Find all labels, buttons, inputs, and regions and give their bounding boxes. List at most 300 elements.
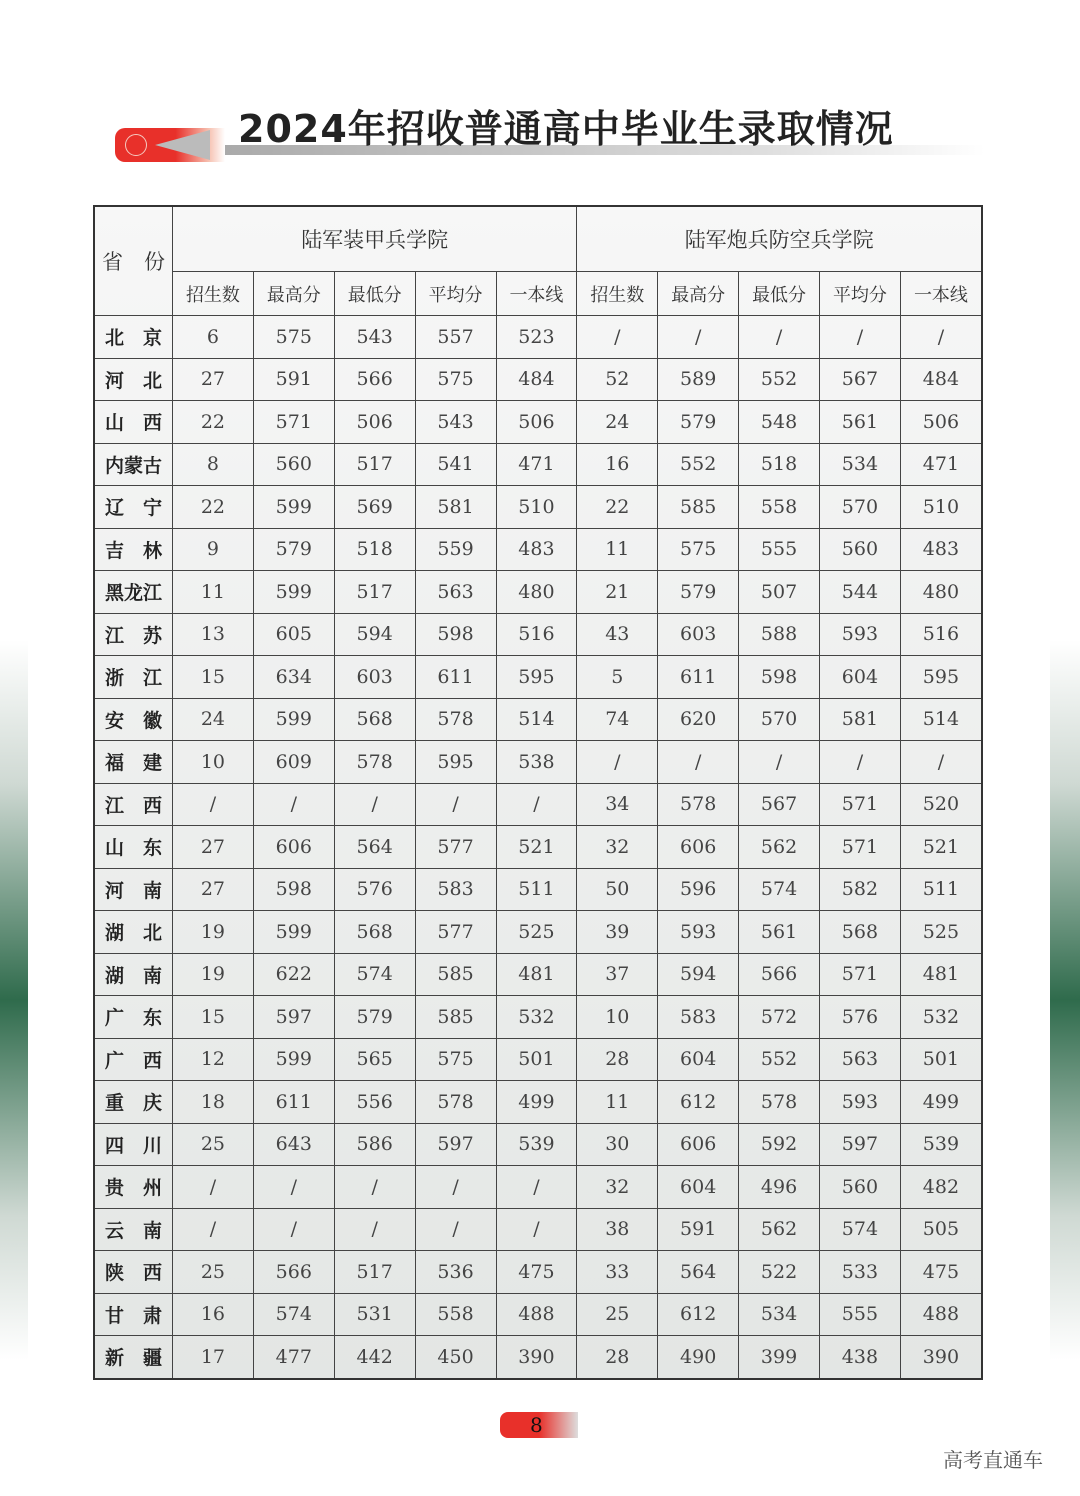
table-row xyxy=(94,486,982,529)
school-header: 陆军装甲兵学院 xyxy=(173,206,577,272)
value-cell: 22 xyxy=(173,401,254,444)
value-cell: 570 xyxy=(739,698,820,741)
value-cell: 606 xyxy=(253,826,334,869)
value-cell: 603 xyxy=(334,656,415,699)
value-cell: 28 xyxy=(577,1336,658,1379)
value-cell: 10 xyxy=(577,996,658,1039)
value-cell: 506 xyxy=(334,401,415,444)
value-cell: 606 xyxy=(658,826,739,869)
value-cell: / xyxy=(577,741,658,784)
value-cell: 579 xyxy=(658,401,739,444)
province-cell: 湖 北 xyxy=(94,911,173,954)
value-cell: 525 xyxy=(496,911,577,954)
value-cell: 594 xyxy=(658,953,739,996)
value-cell: 555 xyxy=(739,528,820,571)
value-cell: 24 xyxy=(577,401,658,444)
value-cell: 597 xyxy=(253,996,334,1039)
province-cell: 山 东 xyxy=(94,826,173,869)
value-cell: 521 xyxy=(900,826,982,869)
value-cell: 501 xyxy=(496,1038,577,1081)
value-cell: 38 xyxy=(577,1208,658,1251)
value-cell: / xyxy=(496,1208,577,1251)
value-cell: 499 xyxy=(496,1081,577,1124)
province-cell: 甘 肃 xyxy=(94,1293,173,1336)
value-cell: 25 xyxy=(173,1123,254,1166)
value-cell: 22 xyxy=(173,486,254,529)
province-header: 省 份 xyxy=(94,206,173,316)
value-cell: 559 xyxy=(415,528,496,571)
value-cell: 612 xyxy=(658,1293,739,1336)
value-cell: 622 xyxy=(253,953,334,996)
value-cell: / xyxy=(658,316,739,359)
value-cell: 25 xyxy=(173,1251,254,1294)
value-cell: 574 xyxy=(739,868,820,911)
province-cell: 辽 宁 xyxy=(94,486,173,529)
page-title: 2024年招收普通高中毕业生录取情况 xyxy=(238,107,894,151)
value-cell: 511 xyxy=(900,868,982,911)
value-cell: 475 xyxy=(900,1251,982,1294)
value-cell: / xyxy=(253,1208,334,1251)
value-cell: 577 xyxy=(415,911,496,954)
value-cell: 50 xyxy=(577,868,658,911)
value-cell: 571 xyxy=(820,826,901,869)
value-cell: 568 xyxy=(334,911,415,954)
value-cell: / xyxy=(900,316,982,359)
value-cell: 568 xyxy=(334,698,415,741)
value-cell: 564 xyxy=(658,1251,739,1294)
province-cell: 新 疆 xyxy=(94,1336,173,1379)
table-row xyxy=(94,911,982,954)
value-cell: / xyxy=(173,1166,254,1209)
value-cell: 575 xyxy=(415,1038,496,1081)
province-cell: 北 京 xyxy=(94,316,173,359)
value-cell: 32 xyxy=(577,1166,658,1209)
value-cell: 514 xyxy=(496,698,577,741)
table-row xyxy=(94,1123,982,1166)
value-cell: 591 xyxy=(658,1208,739,1251)
value-cell: 522 xyxy=(739,1251,820,1294)
value-cell: 510 xyxy=(900,486,982,529)
value-cell: 516 xyxy=(900,613,982,656)
value-cell: 594 xyxy=(334,613,415,656)
value-cell: 593 xyxy=(820,613,901,656)
value-cell: 438 xyxy=(820,1336,901,1379)
province-cell: 黑龙江 xyxy=(94,571,173,614)
value-cell: 579 xyxy=(658,571,739,614)
value-cell: 6 xyxy=(173,316,254,359)
value-cell: 588 xyxy=(739,613,820,656)
page-number: 8 xyxy=(530,1413,543,1437)
value-cell: 532 xyxy=(900,996,982,1039)
value-cell: 27 xyxy=(173,868,254,911)
province-cell: 山 西 xyxy=(94,401,173,444)
value-cell: 578 xyxy=(658,783,739,826)
value-cell: 43 xyxy=(577,613,658,656)
column-header: 一本线 xyxy=(496,272,577,316)
value-cell: 552 xyxy=(739,1038,820,1081)
value-cell: 543 xyxy=(415,401,496,444)
table-row xyxy=(94,1336,982,1379)
value-cell: 570 xyxy=(820,486,901,529)
value-cell: 516 xyxy=(496,613,577,656)
column-header: 最低分 xyxy=(334,272,415,316)
table-row xyxy=(94,401,982,444)
value-cell: 604 xyxy=(658,1038,739,1081)
value-cell: 581 xyxy=(415,486,496,529)
value-cell: 525 xyxy=(900,911,982,954)
value-cell: 595 xyxy=(900,656,982,699)
value-cell: 505 xyxy=(900,1208,982,1251)
value-cell: 536 xyxy=(415,1251,496,1294)
value-cell: 557 xyxy=(415,316,496,359)
value-cell: 574 xyxy=(334,953,415,996)
value-cell: 539 xyxy=(496,1123,577,1166)
value-cell: 599 xyxy=(253,698,334,741)
value-cell: 11 xyxy=(577,1081,658,1124)
value-cell: 620 xyxy=(658,698,739,741)
value-cell: 599 xyxy=(253,1038,334,1081)
table-row xyxy=(94,358,982,401)
value-cell: 564 xyxy=(334,826,415,869)
value-cell: 8 xyxy=(173,443,254,486)
value-cell: 548 xyxy=(739,401,820,444)
table-row xyxy=(94,1166,982,1209)
value-cell: 534 xyxy=(820,443,901,486)
value-cell: 582 xyxy=(820,868,901,911)
table-row xyxy=(94,741,982,784)
value-cell: 583 xyxy=(658,996,739,1039)
table-row xyxy=(94,613,982,656)
value-cell: 21 xyxy=(577,571,658,614)
value-cell: 578 xyxy=(415,698,496,741)
table-row xyxy=(94,443,982,486)
column-header: 一本线 xyxy=(900,272,982,316)
value-cell: 575 xyxy=(415,358,496,401)
value-cell: 11 xyxy=(577,528,658,571)
value-cell: 475 xyxy=(496,1251,577,1294)
value-cell: 599 xyxy=(253,486,334,529)
value-cell: 579 xyxy=(253,528,334,571)
province-cell: 陕 西 xyxy=(94,1251,173,1294)
value-cell: 611 xyxy=(658,656,739,699)
left-green-band xyxy=(0,640,28,1360)
value-cell: 576 xyxy=(820,996,901,1039)
table-row xyxy=(94,953,982,996)
value-cell: 488 xyxy=(496,1293,577,1336)
value-cell: / xyxy=(173,783,254,826)
province-cell: 江 西 xyxy=(94,783,173,826)
value-cell: 556 xyxy=(334,1081,415,1124)
value-cell: 597 xyxy=(820,1123,901,1166)
province-cell: 云 南 xyxy=(94,1208,173,1251)
value-cell: 517 xyxy=(334,571,415,614)
value-cell: 484 xyxy=(496,358,577,401)
province-cell: 广 西 xyxy=(94,1038,173,1081)
value-cell: / xyxy=(739,741,820,784)
province-cell: 四 川 xyxy=(94,1123,173,1166)
table-row xyxy=(94,868,982,911)
value-cell: 579 xyxy=(334,996,415,1039)
value-cell: 555 xyxy=(820,1293,901,1336)
value-cell: 11 xyxy=(173,571,254,614)
value-cell: 552 xyxy=(739,358,820,401)
value-cell: 471 xyxy=(496,443,577,486)
value-cell: 566 xyxy=(739,953,820,996)
value-cell: 5 xyxy=(577,656,658,699)
value-cell: 560 xyxy=(253,443,334,486)
value-cell: / xyxy=(173,1208,254,1251)
table-row xyxy=(94,528,982,571)
value-cell: 593 xyxy=(820,1081,901,1124)
value-cell: 25 xyxy=(577,1293,658,1336)
value-cell: 611 xyxy=(253,1081,334,1124)
value-cell: 575 xyxy=(253,316,334,359)
value-cell: 510 xyxy=(496,486,577,529)
value-cell: 643 xyxy=(253,1123,334,1166)
column-header: 最高分 xyxy=(658,272,739,316)
value-cell: / xyxy=(658,741,739,784)
value-cell: 399 xyxy=(739,1336,820,1379)
value-cell: 517 xyxy=(334,1251,415,1294)
value-cell: 595 xyxy=(415,741,496,784)
value-cell: 27 xyxy=(173,826,254,869)
value-cell: 611 xyxy=(415,656,496,699)
value-cell: 532 xyxy=(496,996,577,1039)
value-cell: 609 xyxy=(253,741,334,784)
table-row xyxy=(94,1293,982,1336)
value-cell: 481 xyxy=(900,953,982,996)
value-cell: / xyxy=(253,1166,334,1209)
table-row xyxy=(94,316,982,359)
value-cell: / xyxy=(415,1166,496,1209)
title-emblem-icon xyxy=(115,128,225,162)
value-cell: 520 xyxy=(900,783,982,826)
column-header: 最低分 xyxy=(739,272,820,316)
value-cell: / xyxy=(496,1166,577,1209)
value-cell: 74 xyxy=(577,698,658,741)
value-cell: 599 xyxy=(253,571,334,614)
value-cell: 511 xyxy=(496,868,577,911)
value-cell: 13 xyxy=(173,613,254,656)
column-header: 招生数 xyxy=(577,272,658,316)
value-cell: / xyxy=(739,316,820,359)
value-cell: / xyxy=(253,783,334,826)
table-row xyxy=(94,826,982,869)
value-cell: 523 xyxy=(496,316,577,359)
province-cell: 浙 江 xyxy=(94,656,173,699)
column-header: 招生数 xyxy=(173,272,254,316)
value-cell: / xyxy=(820,741,901,784)
value-cell: 598 xyxy=(739,656,820,699)
value-cell: 589 xyxy=(658,358,739,401)
value-cell: 578 xyxy=(415,1081,496,1124)
value-cell: 32 xyxy=(577,826,658,869)
value-cell: 604 xyxy=(658,1166,739,1209)
value-cell: 499 xyxy=(900,1081,982,1124)
value-cell: 481 xyxy=(496,953,577,996)
value-cell: 599 xyxy=(253,911,334,954)
value-cell: 518 xyxy=(334,528,415,571)
right-green-band xyxy=(1050,640,1080,1360)
value-cell: 569 xyxy=(334,486,415,529)
table-row xyxy=(94,996,982,1039)
value-cell: 533 xyxy=(820,1251,901,1294)
value-cell: 586 xyxy=(334,1123,415,1166)
value-cell: 442 xyxy=(334,1336,415,1379)
value-cell: 591 xyxy=(253,358,334,401)
table-row xyxy=(94,1081,982,1124)
value-cell: 506 xyxy=(496,401,577,444)
value-cell: 19 xyxy=(173,953,254,996)
value-cell: 37 xyxy=(577,953,658,996)
table-row xyxy=(94,783,982,826)
value-cell: 24 xyxy=(173,698,254,741)
table-row xyxy=(94,656,982,699)
value-cell: 506 xyxy=(900,401,982,444)
value-cell: 488 xyxy=(900,1293,982,1336)
value-cell: 567 xyxy=(820,358,901,401)
column-header: 平均分 xyxy=(415,272,496,316)
value-cell: 634 xyxy=(253,656,334,699)
value-cell: / xyxy=(415,1208,496,1251)
value-cell: 578 xyxy=(739,1081,820,1124)
watermark: 高考直通车 xyxy=(943,1448,1043,1472)
value-cell: 390 xyxy=(496,1336,577,1379)
province-cell: 吉 林 xyxy=(94,528,173,571)
value-cell: 539 xyxy=(900,1123,982,1166)
value-cell: 562 xyxy=(739,1208,820,1251)
value-cell: 581 xyxy=(820,698,901,741)
value-cell: 16 xyxy=(577,443,658,486)
value-cell: 496 xyxy=(739,1166,820,1209)
column-header: 最高分 xyxy=(253,272,334,316)
value-cell: / xyxy=(334,1208,415,1251)
value-cell: 480 xyxy=(900,571,982,614)
value-cell: 612 xyxy=(658,1081,739,1124)
value-cell: 585 xyxy=(415,996,496,1039)
value-cell: 572 xyxy=(739,996,820,1039)
value-cell: 585 xyxy=(658,486,739,529)
value-cell: / xyxy=(334,783,415,826)
value-cell: 16 xyxy=(173,1293,254,1336)
value-cell: 560 xyxy=(820,1166,901,1209)
value-cell: 592 xyxy=(739,1123,820,1166)
province-cell: 江 苏 xyxy=(94,613,173,656)
value-cell: 605 xyxy=(253,613,334,656)
value-cell: 560 xyxy=(820,528,901,571)
value-cell: 562 xyxy=(739,826,820,869)
value-cell: 538 xyxy=(496,741,577,784)
value-cell: 27 xyxy=(173,358,254,401)
value-cell: 558 xyxy=(415,1293,496,1336)
value-cell: 514 xyxy=(900,698,982,741)
province-cell: 河 南 xyxy=(94,868,173,911)
value-cell: 541 xyxy=(415,443,496,486)
value-cell: 501 xyxy=(900,1038,982,1081)
value-cell: 52 xyxy=(577,358,658,401)
value-cell: 561 xyxy=(739,911,820,954)
value-cell: 450 xyxy=(415,1336,496,1379)
table-row xyxy=(94,1038,982,1081)
value-cell: 22 xyxy=(577,486,658,529)
value-cell: 558 xyxy=(739,486,820,529)
province-cell: 湖 南 xyxy=(94,953,173,996)
value-cell: 484 xyxy=(900,358,982,401)
value-cell: 566 xyxy=(253,1251,334,1294)
value-cell: 517 xyxy=(334,443,415,486)
value-cell: / xyxy=(820,316,901,359)
value-cell: 603 xyxy=(658,613,739,656)
value-cell: 597 xyxy=(415,1123,496,1166)
value-cell: 15 xyxy=(173,996,254,1039)
value-cell: / xyxy=(334,1166,415,1209)
page-number-badge xyxy=(500,1412,578,1438)
value-cell: 565 xyxy=(334,1038,415,1081)
value-cell: 598 xyxy=(253,868,334,911)
value-cell: 33 xyxy=(577,1251,658,1294)
value-cell: 544 xyxy=(820,571,901,614)
value-cell: 578 xyxy=(334,741,415,784)
value-cell: 30 xyxy=(577,1123,658,1166)
value-cell: 571 xyxy=(820,783,901,826)
table-row xyxy=(94,571,982,614)
province-cell: 安 徽 xyxy=(94,698,173,741)
table-row xyxy=(94,1208,982,1251)
value-cell: 15 xyxy=(173,656,254,699)
value-cell: 507 xyxy=(739,571,820,614)
value-cell: 17 xyxy=(173,1336,254,1379)
value-cell: 593 xyxy=(658,911,739,954)
school-header: 陆军炮兵防空兵学院 xyxy=(577,206,982,272)
value-cell: 534 xyxy=(739,1293,820,1336)
value-cell: 34 xyxy=(577,783,658,826)
value-cell: 9 xyxy=(173,528,254,571)
value-cell: 604 xyxy=(820,656,901,699)
value-cell: 483 xyxy=(496,528,577,571)
value-cell: 576 xyxy=(334,868,415,911)
value-cell: 567 xyxy=(739,783,820,826)
value-cell: 483 xyxy=(900,528,982,571)
value-cell: 552 xyxy=(658,443,739,486)
value-cell: 563 xyxy=(415,571,496,614)
value-cell: 574 xyxy=(820,1208,901,1251)
value-cell: 18 xyxy=(173,1081,254,1124)
value-cell: 10 xyxy=(173,741,254,784)
province-cell: 广 东 xyxy=(94,996,173,1039)
value-cell: 471 xyxy=(900,443,982,486)
value-cell: 595 xyxy=(496,656,577,699)
value-cell: 482 xyxy=(900,1166,982,1209)
value-cell: 543 xyxy=(334,316,415,359)
value-cell: 566 xyxy=(334,358,415,401)
province-cell: 河 北 xyxy=(94,358,173,401)
province-cell: 重 庆 xyxy=(94,1081,173,1124)
admission-table xyxy=(93,205,983,1380)
value-cell: 19 xyxy=(173,911,254,954)
table-row xyxy=(94,1251,982,1294)
value-cell: 574 xyxy=(253,1293,334,1336)
value-cell: 39 xyxy=(577,911,658,954)
value-cell: 606 xyxy=(658,1123,739,1166)
value-cell: 571 xyxy=(253,401,334,444)
province-cell: 贵 州 xyxy=(94,1166,173,1209)
value-cell: 561 xyxy=(820,401,901,444)
province-cell: 内蒙古 xyxy=(94,443,173,486)
value-cell: 596 xyxy=(658,868,739,911)
value-cell: 518 xyxy=(739,443,820,486)
value-cell: 477 xyxy=(253,1336,334,1379)
value-cell: / xyxy=(496,783,577,826)
